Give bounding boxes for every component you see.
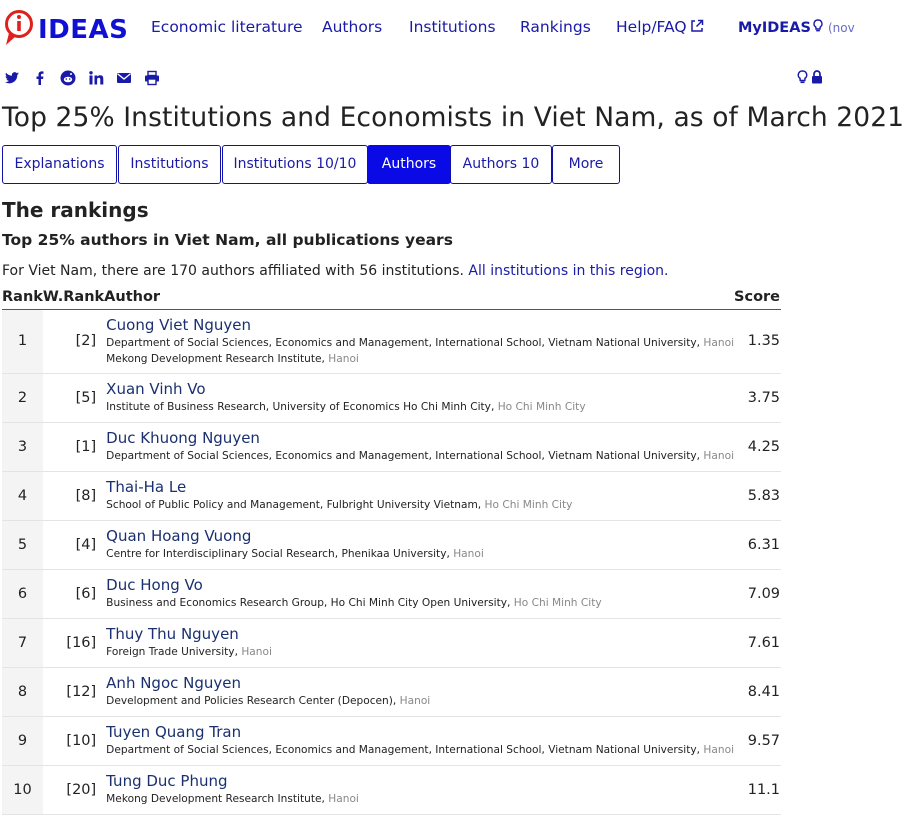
intro-summary: For Viet Nam, there are 170 authors affiliated with 56 institutions. <box>2 263 464 279</box>
author-name-link[interactable]: Xuan Vinh Vo <box>106 380 206 398</box>
table-row <box>2 520 781 569</box>
rank-cell: 6 <box>2 569 43 618</box>
weighted-rank-cell: [10] <box>43 716 104 765</box>
tab-explanations[interactable]: Explanations <box>2 145 117 184</box>
rank-cell: 5 <box>2 520 43 569</box>
table-row <box>2 618 781 667</box>
affiliation-line <box>106 595 734 611</box>
author-cell <box>104 309 734 373</box>
affiliation-line <box>106 546 734 562</box>
affiliation-city: Hanoi <box>703 450 735 462</box>
nav-institutions[interactable]: Institutions <box>409 18 496 36</box>
author-name-link[interactable]: Tuyen Quang Tran <box>106 723 242 741</box>
table-row <box>2 667 781 716</box>
lightbulb-icon[interactable] <box>797 70 808 85</box>
rank-cell: 3 <box>2 422 43 471</box>
affiliation-line <box>106 742 734 758</box>
author-cell <box>104 520 734 569</box>
affiliation-line <box>106 399 734 415</box>
weighted-rank-cell: [5] <box>43 373 104 422</box>
author-name-link[interactable]: Duc Khuong Nguyen <box>106 429 260 447</box>
reddit-icon[interactable] <box>60 70 76 86</box>
subsection-title: Top 25% authors in Viet Nam, all publications years <box>2 231 453 249</box>
author-cell <box>104 569 734 618</box>
table-row <box>2 309 781 373</box>
affiliation-city: Ho Chi Minh City <box>484 499 573 511</box>
score-cell: 7.61 <box>734 618 781 667</box>
table-row <box>2 471 781 520</box>
section-title: The rankings <box>2 198 149 222</box>
affiliation-institution[interactable]: Department of Social Sciences, Economics and Management, International School, Vietnam National University, <box>106 336 701 349</box>
affiliation-line <box>106 644 734 660</box>
nav-help-faq-label: Help/FAQ <box>616 18 687 36</box>
affiliation-line <box>106 497 734 513</box>
score-cell: 11.1 <box>734 765 781 814</box>
affiliation-line <box>106 693 734 709</box>
nav-economic-literature[interactable]: Economic literature <box>151 18 303 36</box>
rank-cell: 7 <box>2 618 43 667</box>
table-row <box>2 765 781 814</box>
author-cell <box>104 373 734 422</box>
affiliation-city: Hanoi <box>399 695 431 707</box>
score-cell: 8.41 <box>734 667 781 716</box>
author-name-link[interactable]: Anh Ngoc Nguyen <box>106 674 242 692</box>
weighted-rank-cell: [12] <box>43 667 104 716</box>
all-institutions-link[interactable]: All institutions in this region. <box>468 263 669 279</box>
weighted-rank-cell: [16] <box>43 618 104 667</box>
affiliation-city: Hanoi <box>703 744 735 756</box>
author-cell <box>104 765 734 814</box>
nav-myideas-label: MyIDEAS <box>738 20 811 36</box>
tab-authors[interactable]: Authors <box>367 145 451 184</box>
author-cell <box>104 471 734 520</box>
author-cell <box>104 422 734 471</box>
author-cell <box>104 618 734 667</box>
author-cell <box>104 667 734 716</box>
facebook-icon[interactable] <box>32 70 48 86</box>
tab-authors-10[interactable]: Authors 10 <box>450 145 552 184</box>
weighted-rank-cell: [1] <box>43 422 104 471</box>
affiliation-institution[interactable]: School of Public Policy and Management, Fulbright University Vietnam, <box>106 499 482 511</box>
table-row <box>2 569 781 618</box>
page-title: Top 25% Institutions and Economists in Viet Nam, as of March 2021 <box>2 102 904 133</box>
affiliation-city: Hanoi <box>328 793 359 805</box>
tab-more[interactable]: More <box>552 145 620 184</box>
rank-cell: 8 <box>2 667 43 716</box>
author-name-link[interactable]: Tung Duc Phung <box>106 772 228 790</box>
table-row <box>2 716 781 765</box>
author-name-link[interactable]: Thuy Thu Nguyen <box>106 625 239 643</box>
weighted-rank-cell: [20] <box>43 765 104 814</box>
affiliation-line <box>106 791 734 807</box>
score-cell: 1.35 <box>734 309 781 373</box>
header-score: Score <box>734 286 781 309</box>
nav-help-faq[interactable] <box>616 18 704 36</box>
affiliation-city: Hanoi <box>241 646 272 658</box>
affiliation-institution[interactable]: Mekong Development Research Institute, <box>106 793 325 805</box>
weighted-rank-cell: [4] <box>43 520 104 569</box>
author-name-link[interactable]: Quan Hoang Vuong <box>106 527 252 545</box>
nav-myideas-aside: (nov <box>827 21 855 35</box>
lock-icon[interactable] <box>811 70 823 84</box>
share-bar <box>4 70 164 86</box>
logo-mark-icon <box>4 8 38 48</box>
affiliation-line <box>106 335 734 351</box>
table-row <box>2 373 781 422</box>
author-name-link[interactable]: Duc Hong Vo <box>106 576 203 594</box>
weighted-rank-cell: [8] <box>43 471 104 520</box>
header-wrank: W.Rank <box>43 286 104 309</box>
affiliation-institution[interactable]: Mekong Development Research Institute, <box>106 352 325 365</box>
affiliation-city: Hanoi <box>703 336 735 349</box>
affiliation-city: Ho Chi Minh City <box>513 597 602 609</box>
account-icons <box>797 70 825 86</box>
logo-text: IDEAS <box>38 15 129 45</box>
affiliation-institution[interactable]: Institute of Business Research, University of Economics Ho Chi Minh City, <box>106 401 495 413</box>
table-header-row <box>2 286 781 309</box>
linkedin-icon[interactable] <box>88 70 104 86</box>
print-icon[interactable] <box>144 70 160 86</box>
affiliation-institution[interactable]: Department of Social Sciences, Economics and Management, International School, Vietnam National University, <box>106 450 701 462</box>
nav-myideas[interactable] <box>738 19 855 36</box>
weighted-rank-cell: [2] <box>43 309 104 373</box>
table-row <box>2 422 781 471</box>
weighted-rank-cell: [6] <box>43 569 104 618</box>
intro-text <box>2 263 669 279</box>
affiliation-institution[interactable]: Foreign Trade University, <box>106 646 238 658</box>
rank-cell: 9 <box>2 716 43 765</box>
tab-institutions[interactable]: Institutions <box>118 145 221 184</box>
affiliation-institution[interactable]: Centre for Interdisciplinary Social Research, Phenikaa University, <box>106 548 450 560</box>
header-rank: Rank <box>2 286 43 309</box>
twitter-icon[interactable] <box>4 70 20 86</box>
score-cell: 9.57 <box>734 716 781 765</box>
score-cell: 5.83 <box>734 471 781 520</box>
top-navbar <box>0 0 855 56</box>
score-cell: 6.31 <box>734 520 781 569</box>
affiliation-city: Hanoi <box>453 548 484 560</box>
score-cell: 4.25 <box>734 422 781 471</box>
lightbulb-icon <box>813 19 823 33</box>
author-name-link[interactable]: Cuong Viet Nguyen <box>106 315 251 334</box>
affiliation-institution[interactable]: Business and Economics Research Group, Ho Chi Minh City Open University, <box>106 597 511 609</box>
external-link-icon <box>690 19 704 33</box>
affiliation-institution[interactable]: Department of Social Sciences, Economics and Management, International School, Vietnam National University, <box>106 744 701 756</box>
ranking-table <box>2 286 781 815</box>
email-icon[interactable] <box>116 70 132 86</box>
affiliation-line <box>106 351 734 367</box>
rank-cell: 4 <box>2 471 43 520</box>
rank-cell: 1 <box>2 309 43 373</box>
affiliation-city: Hanoi <box>328 352 359 365</box>
score-cell: 7.09 <box>734 569 781 618</box>
affiliation-institution[interactable]: Development and Policies Research Center (Depocen), <box>106 695 397 707</box>
author-name-link[interactable]: Thai-Ha Le <box>106 478 187 496</box>
author-cell <box>104 716 734 765</box>
affiliation-line <box>106 448 734 464</box>
nav-rankings[interactable]: Rankings <box>520 18 591 36</box>
ideas-logo[interactable] <box>4 8 129 48</box>
nav-authors[interactable]: Authors <box>322 18 383 36</box>
tab-institutions-10-10[interactable]: Institutions 10/10 <box>222 145 368 184</box>
score-cell: 3.75 <box>734 373 781 422</box>
header-author: Author <box>104 286 734 309</box>
rank-cell: 10 <box>2 765 43 814</box>
affiliation-city: Ho Chi Minh City <box>497 401 586 413</box>
ranking-table-body <box>2 309 781 814</box>
rank-cell: 2 <box>2 373 43 422</box>
